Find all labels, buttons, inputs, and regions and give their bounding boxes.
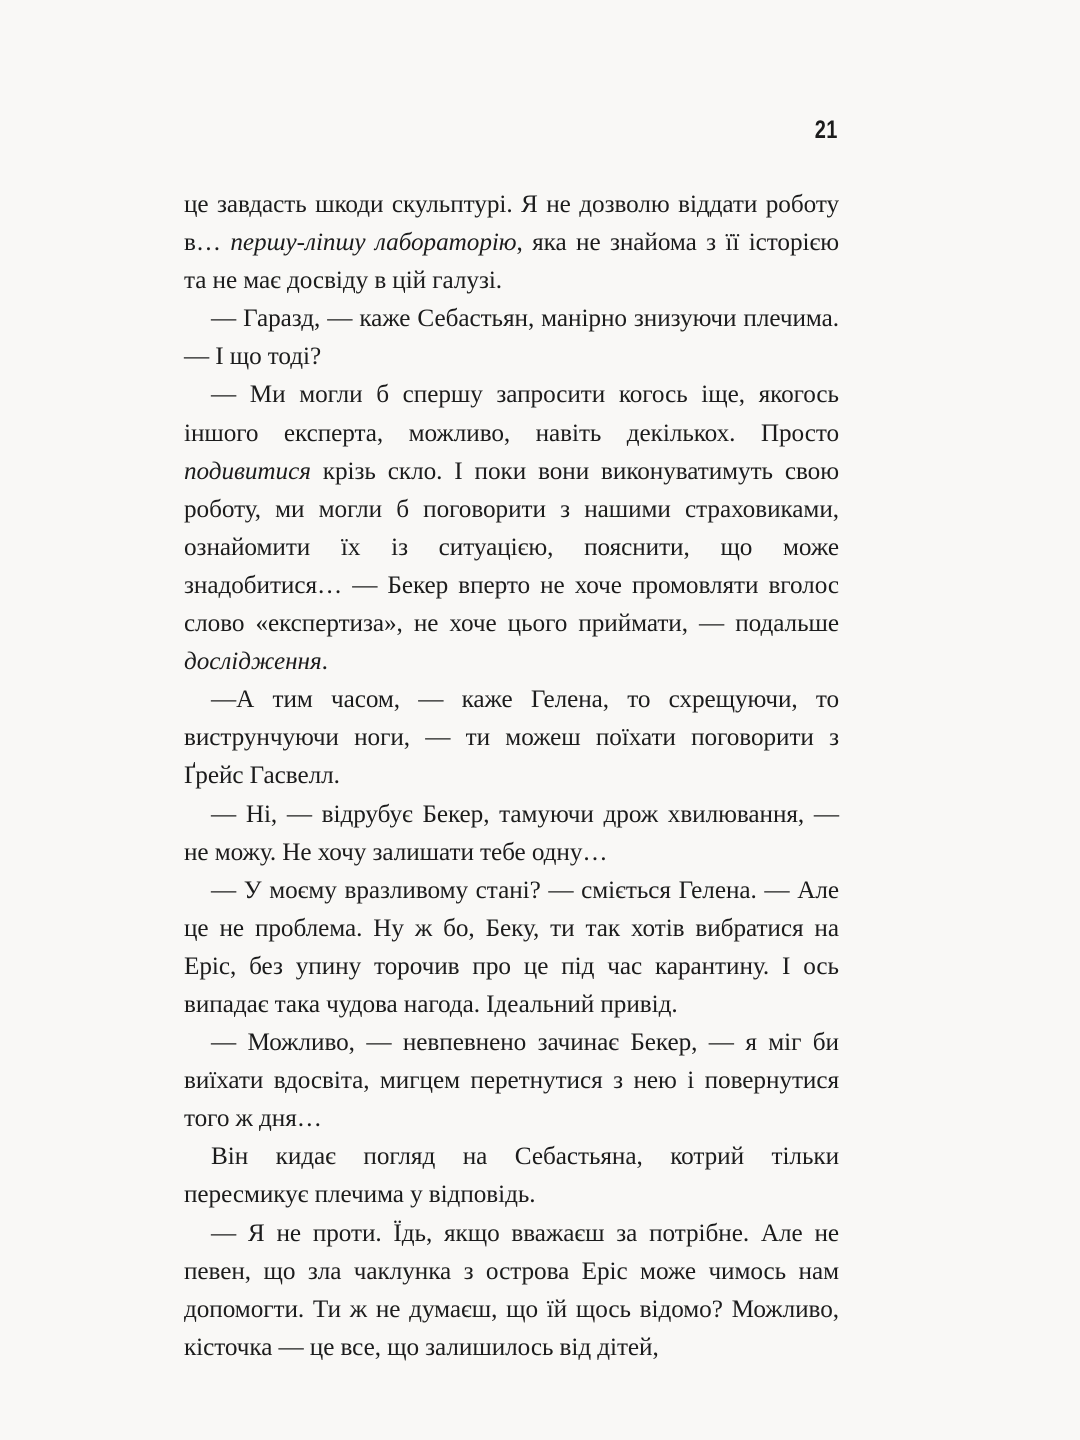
text-run: — У моєму вразливому стані? — сміється Гелена. — Але це не проблема. Ну ж бо, Беку, ти так хотів вибратися на Еріс, без упину торочив про це під час карантину. І ось випадає така чудова нагода. Ідеальний привід.: [184, 876, 839, 1018]
text-run: — Можливо, — невпевнено зачинає Бекер, — я міг би виїхати вдосвіта, мигцем перетнутися з нею і повернутися того ж дня…: [184, 1029, 839, 1133]
paragraph: [184, 186, 839, 300]
text-run: —А тим часом, — каже Гелена, то схрещуючи, то виструнчуючи ноги, — ти можеш поїхати поговорити з Ґрейс Гасвелл.: [184, 686, 839, 790]
page-number: 21: [814, 116, 838, 144]
paragraph: [184, 681, 839, 795]
paragraph: [184, 796, 839, 872]
paragraph: [184, 1024, 839, 1138]
text-run: Він кидає погляд на Себастьяна, котрий тільки пересмикує плечима у відповідь.: [184, 1143, 839, 1209]
body-text-column: [184, 186, 839, 1367]
text-run: — Ні, — відрубує Бекер, тамуючи дрож хвилювання, — не можу. Не хочу залишати тебе одну…: [184, 800, 839, 866]
text-run: крізь скло. І поки вони виконуватимуть свою роботу, ми могли б поговорити з нашими страховиками, ознайомити їх із ситуацією, пояснити, що може знадобитися… — Бекер вперто не хоче промовляти вголос слово «експертиза», не хоче цього приймати, — подальше: [184, 457, 839, 638]
text-run: — Ми могли б спершу запросити когось іще, якогось іншого експерта, можливо, навіть декількох. Просто: [184, 381, 839, 447]
emphasis-run: дослідження: [184, 648, 322, 676]
text-run: .: [321, 648, 328, 676]
text-run: це завдасть шкоди скульптурі. Я не дозволю віддати роботу в…: [184, 191, 839, 257]
emphasis-run: першу-ліпшу лабораторію: [230, 229, 517, 257]
paragraph: [184, 872, 839, 1024]
text-run: , яка не знайома з її історією та не має досвіду в цій галузі.: [184, 229, 839, 295]
emphasis-run: подивитися: [184, 457, 311, 485]
folio-row: [184, 118, 838, 158]
paragraph: [184, 1215, 839, 1367]
paragraph: [184, 376, 839, 681]
paragraph: [184, 1138, 839, 1214]
paragraph: [184, 300, 839, 376]
text-run: — Гаразд, — каже Себастьян, манірно знизуючи плечима. — І що тоді?: [184, 305, 839, 371]
text-run: — Я не проти. Їдь, якщо вважаєш за потрібне. Але не певен, що зла чаклунка з острова Еріс може чимось нам допомогти. Ти ж не думаєш, що їй щось відомо? Можливо, кісточка — це все, що залишилось від дітей,: [184, 1219, 839, 1361]
